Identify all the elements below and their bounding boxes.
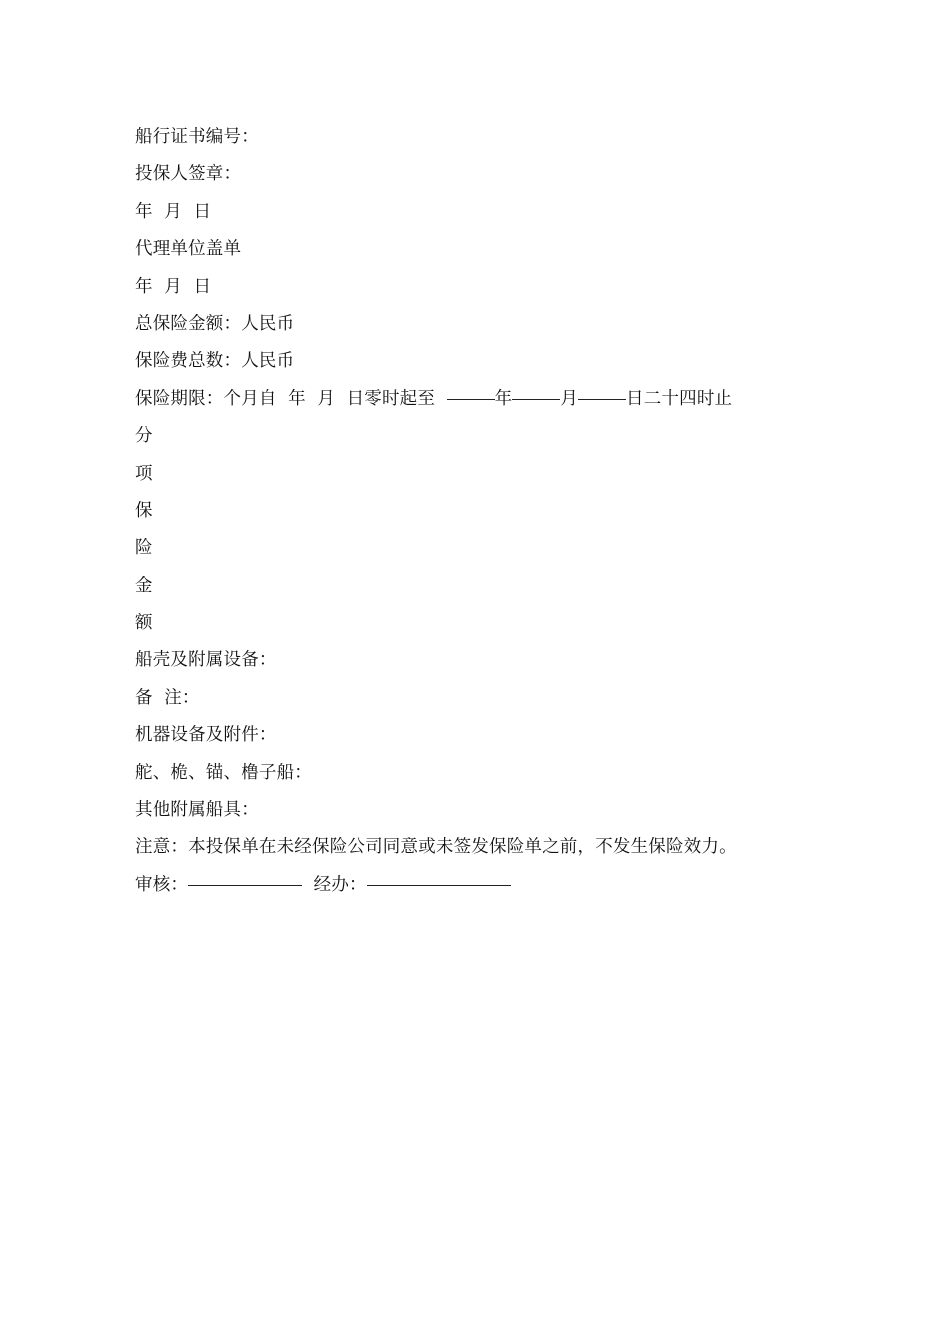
applicant-date-line: 年 月 日 [135, 201, 212, 222]
handler-blank [367, 884, 511, 886]
applicant-seal-line: 投保人签章： [135, 164, 242, 185]
vertical-heading-char: 项 [135, 463, 153, 484]
remarks-line: 备 注： [135, 687, 200, 708]
total-premium-line: 保险费总数：人民币 [135, 351, 295, 372]
vertical-heading-char: 分 [135, 426, 153, 447]
notice-line: 注意：本投保单在未经保险公司同意或未签发保险单之前，不发生保险效力。 [135, 837, 737, 858]
vertical-heading-char: 险 [135, 538, 153, 559]
vertical-heading-char: 额 [135, 613, 153, 634]
total-insured-amount-line: 总保险金额：人民币 [135, 313, 295, 334]
insurance-period-line [135, 381, 835, 418]
insurance-application-document [135, 119, 835, 904]
period-suffix: 日二十四时止 [626, 388, 733, 409]
vertical-heading-char: 金 [135, 575, 153, 596]
handler-label: 经办： [313, 874, 367, 895]
signature-line [135, 867, 835, 904]
agent-date-line: 年 月 日 [135, 276, 212, 297]
agent-seal-line: 代理单位盖单 [135, 239, 242, 260]
day-blank [578, 398, 626, 400]
period-month-label: 月 [560, 388, 579, 409]
review-blank [188, 884, 302, 886]
review-label: 审核： [135, 874, 189, 895]
month-blank [512, 398, 560, 400]
hull-equipment-line: 船壳及附属设备： [135, 650, 277, 671]
period-year-label: 年 [494, 388, 513, 409]
other-gear-line: 其他附属船具： [135, 800, 259, 821]
period-prefix: 保险期限：个月自 年 月 日零时起至 [135, 388, 447, 409]
machinery-line: 机器设备及附件： [135, 725, 277, 746]
ship-gear-line: 舵、桅、锚、橹子船： [135, 762, 312, 783]
vertical-heading-char: 保 [135, 500, 153, 521]
certificate-number-line: 船行证书编号： [135, 127, 259, 147]
year-blank [447, 398, 495, 400]
